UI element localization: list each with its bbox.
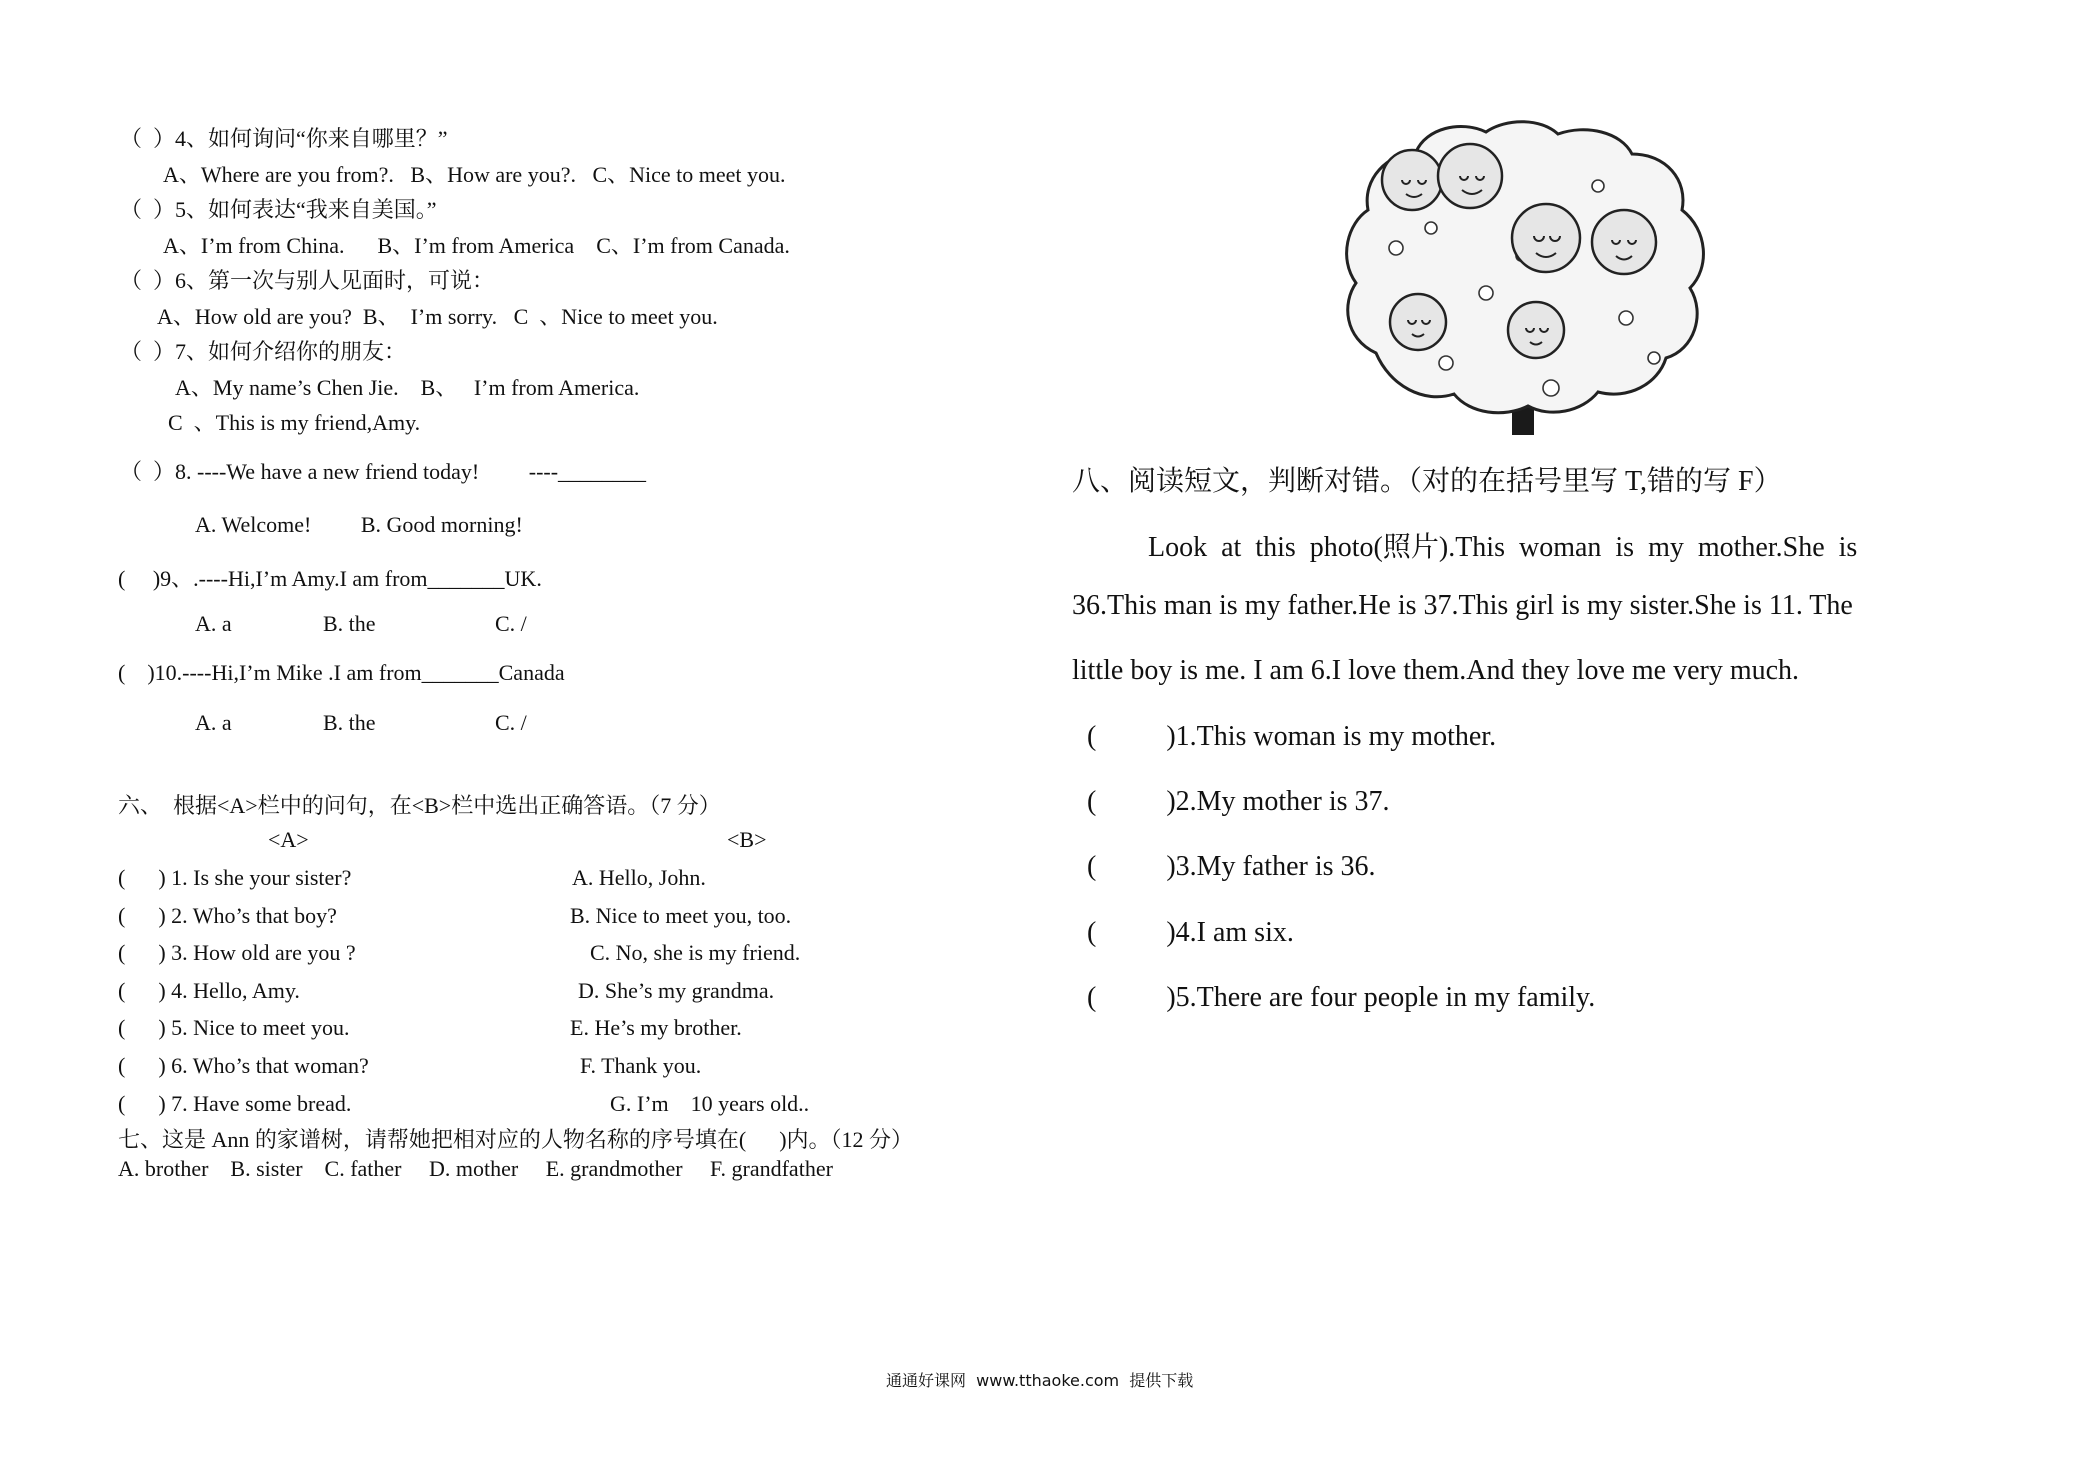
section6-answer-a: A. Hello, John. [572, 865, 706, 890]
passage-line-1: Look at this photo(照片).This woman is my mother.She is [1148, 532, 1858, 563]
section6-answer-b: B. Nice to meet you, too. [570, 903, 792, 928]
grandmother-face-icon [1382, 150, 1442, 210]
q7-options-ab: A、My name’s Chen Jie. B、 I’m from America. [175, 375, 640, 400]
statement-4: ( )4.I am six. [1087, 917, 1294, 948]
q7-stem: （ ）7、如何介绍你的朋友： [120, 339, 407, 364]
section6-question-1: ( ) 1. Is she your sister? [118, 865, 352, 890]
section6-answer-g: G. I’m 10 years old.. [610, 1091, 810, 1116]
passage-line-2: 36.This man is my father.He is 37.This girl is my sister.She is 11. The [1072, 590, 1853, 621]
q9-option-b: B. the [323, 611, 376, 636]
section6-question-2: ( ) 2. Who’s that boy? [118, 903, 337, 928]
section6-answer-f: F. Thank you. [580, 1053, 702, 1078]
q10-stem: ( )10.----Hi,I’m Mike .I am from_______Canada [118, 660, 565, 685]
section6-question-6: ( ) 6. Who’s that woman? [118, 1053, 369, 1078]
sister-face-icon [1390, 294, 1446, 350]
section6-question-5: ( ) 5. Nice to meet you. [118, 1015, 350, 1040]
statement-3: ( )3.My father is 36. [1087, 851, 1376, 882]
q6-stem: （ ）6、第一次与别人见面时，可说： [120, 268, 495, 293]
statement-2: ( )2.My mother is 37. [1087, 786, 1390, 817]
section7-options: A. brother B. sister C. father D. mother E. grandmother F. grandfather [118, 1156, 833, 1181]
grandfather-face-icon [1438, 144, 1502, 208]
q4-stem: （ ）4、如何询问“你来自哪里？” [120, 126, 448, 151]
statement-5: ( )5.There are four people in my family. [1087, 982, 1596, 1013]
q5-stem: （ ）5、如何表达“我来自美国。” [120, 197, 437, 222]
q10-option-a: A. a [195, 710, 232, 735]
q6-options: A、How old are you? B、 I’m sorry. C 、Nice to meet you. [157, 304, 718, 329]
section6-question-3: ( ) 3. How old are you ? [118, 940, 356, 965]
q10-option-c: C. / [495, 710, 527, 735]
q10-option-b: B. the [323, 710, 376, 735]
section6-title: 六、 根据<A>栏中的问句，在<B>栏中选出正确答语。（7 分） [118, 793, 721, 818]
statement-1: ( )1.This woman is my mother. [1087, 721, 1497, 752]
q7-option-c: C 、This is my friend,Amy. [168, 410, 421, 435]
q5-options: A、I’m from China. B、I’m from America C、I’m from Canada. [163, 233, 790, 258]
section6-question-4: ( ) 4. Hello, Amy. [118, 978, 300, 1003]
family-tree-illustration [1336, 118, 1716, 440]
section6-question-7: ( ) 7. Have some bread. [118, 1091, 352, 1116]
section6-column-b-label: <B> [727, 827, 767, 852]
q9-option-c: C. / [495, 611, 527, 636]
section6-column-a-label: <A> [268, 827, 309, 852]
section6-answer-c: C. No, she is my friend. [590, 940, 801, 965]
section7-title: 七、这是 Ann 的家谱树，请帮她把相对应的人物名称的序号填在( )内。（12 分） [118, 1127, 914, 1152]
passage-line-3: little boy is me. I am 6.I love them.And they love me very much. [1072, 655, 1800, 686]
q8-stem: （ ）8. ----We have a new friend today! ----________ [120, 459, 647, 484]
q8-options: A. Welcome! B. Good morning! [195, 512, 523, 537]
q9-stem: ( )9、.----Hi,I’m Amy.I am from_______UK. [118, 566, 542, 591]
section6-answer-e: E. He’s my brother. [570, 1015, 742, 1040]
boy-face-icon [1508, 302, 1564, 358]
section6-answer-d: D. She’s my grandma. [578, 978, 775, 1003]
q4-options: A、Where are you from?. B、How are you?. C、Nice to meet you. [163, 162, 786, 187]
father-face-icon [1512, 204, 1580, 272]
q9-option-a: A. a [195, 611, 232, 636]
section8-title: 八、阅读短文，判断对错。（对的在括号里写 T,错的写 F） [1072, 466, 1782, 497]
footer-watermark: 通通好课网 www.tthaoke.com 提供下载 [886, 1371, 1194, 1390]
mother-face-icon [1592, 210, 1656, 274]
